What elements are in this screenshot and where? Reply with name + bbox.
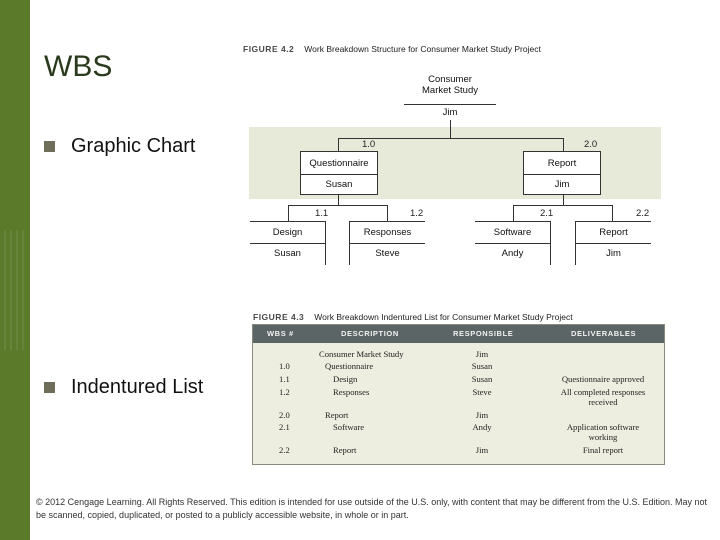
connector-line [612,205,613,221]
node-name: Report [576,221,651,244]
wbs-cell: 1.2 [279,387,290,397]
root-name-line2: Market Study [422,84,478,96]
connector-line [513,205,613,206]
description-cell: Report [333,445,357,455]
connector-line [338,138,339,151]
description-cell: Questionnaire [325,361,374,371]
node-person: Andy [501,248,524,259]
root-name-line1: Consumer [428,73,472,85]
node-name: Design [250,221,325,244]
column-header: DELIVERABLES [571,329,637,338]
figure-caption: Work Breakdown Structure for Consumer Market Study Project [304,44,541,54]
connector-line [513,205,514,221]
bullet-label: Indentured List [71,376,204,398]
node-name: Responses [350,221,425,244]
deliverable-cell: Application software [566,422,640,432]
description-cell: Design [333,374,358,384]
figure-caption: Work Breakdown Indentured List for Consumer Market Study Project [314,312,573,322]
wbs-cell: 1.1 [279,374,290,384]
node-person: Susan [325,179,353,190]
wbs-node-software [475,221,551,265]
bullet-indentured-list [44,376,203,399]
bullet-square-icon [44,141,55,152]
deliverable-cell-continued: working [588,432,618,442]
column-header: WBS # [267,329,294,338]
wbs-number: 1.1 [315,208,329,219]
wbs-node-responses [349,221,425,265]
connector-line [288,205,289,221]
responsible-cell: Steve [472,387,492,397]
bullet-square-icon [44,382,55,393]
wbs-node-report-final [575,221,651,265]
indentured-list-table [252,324,665,465]
wbs-number: 1.0 [362,139,376,150]
deliverable-cell: All completed responses [560,387,646,397]
description-cell: Software [333,422,365,432]
figure-number: FIGURE 4.2 [243,44,295,54]
wbs-cell: 2.1 [279,422,290,432]
wbs-node-design [250,221,326,265]
wbs-number: 2.2 [636,208,650,219]
responsible-cell: Susan [471,361,493,371]
node-person: Jim [606,248,621,259]
node-name: Questionnaire [301,152,377,175]
left-decorative-bar [0,0,30,540]
node-name: Report [524,152,600,175]
connector-line [338,195,339,205]
wbs-cell: 2.2 [279,445,290,455]
bullet-graphic-chart [44,135,196,158]
description-cell: Consumer Market Study [319,349,404,359]
wbs-number: 2.1 [540,208,554,219]
responsible-cell: Jim [475,410,489,420]
connector-line [387,205,388,221]
figure-number: FIGURE 4.3 [253,312,305,322]
wbs-node-questionnaire [300,151,378,195]
wbs-number: 1.2 [410,208,424,219]
wbs-node-report [523,151,601,195]
responsible-cell: Jim [475,445,489,455]
deliverable-cell: Final report [582,445,624,455]
responsible-cell: Andy [472,422,492,432]
connector-line [450,120,451,138]
column-header: DESCRIPTION [341,329,399,338]
connector-line [563,138,564,151]
slide-title: WBS [44,50,113,83]
table-header [253,325,664,343]
wbs-cell: 1.0 [279,361,290,371]
node-person: Susan [274,248,301,259]
description-cell: Responses [333,387,370,397]
responsible-cell: Susan [471,374,493,384]
figure-4-2-title [243,44,541,54]
copyright-footer: © 2012 Cengage Learning. All Rights Reserved. This edition is intended for use outside of the U.S. only, with content that may be different from the U.S. Edition. May not be scanned, copied, duplicated, or posted to a publicly accessible website, in whole or in part. [36,497,708,520]
decorative-stripes [4,230,26,350]
bullet-label: Graphic Chart [71,135,196,157]
deliverable-cell: Questionnaire approved [561,374,645,384]
wbs-cell: 2.0 [279,410,290,420]
root-person: Jim [442,106,458,118]
connector-line [288,205,388,206]
node-person: Jim [554,179,570,190]
wbs-number: 2.0 [584,139,598,150]
responsible-cell: Jim [475,349,489,359]
column-header: RESPONSIBLE [453,329,514,338]
deliverable-cell-continued: received [588,397,618,407]
description-cell: Report [325,410,349,420]
node-person: Steve [375,248,400,259]
connector-line [563,195,564,205]
node-name: Software [475,221,550,244]
wbs-root-node [404,65,496,121]
figure-4-3-title [253,312,573,322]
